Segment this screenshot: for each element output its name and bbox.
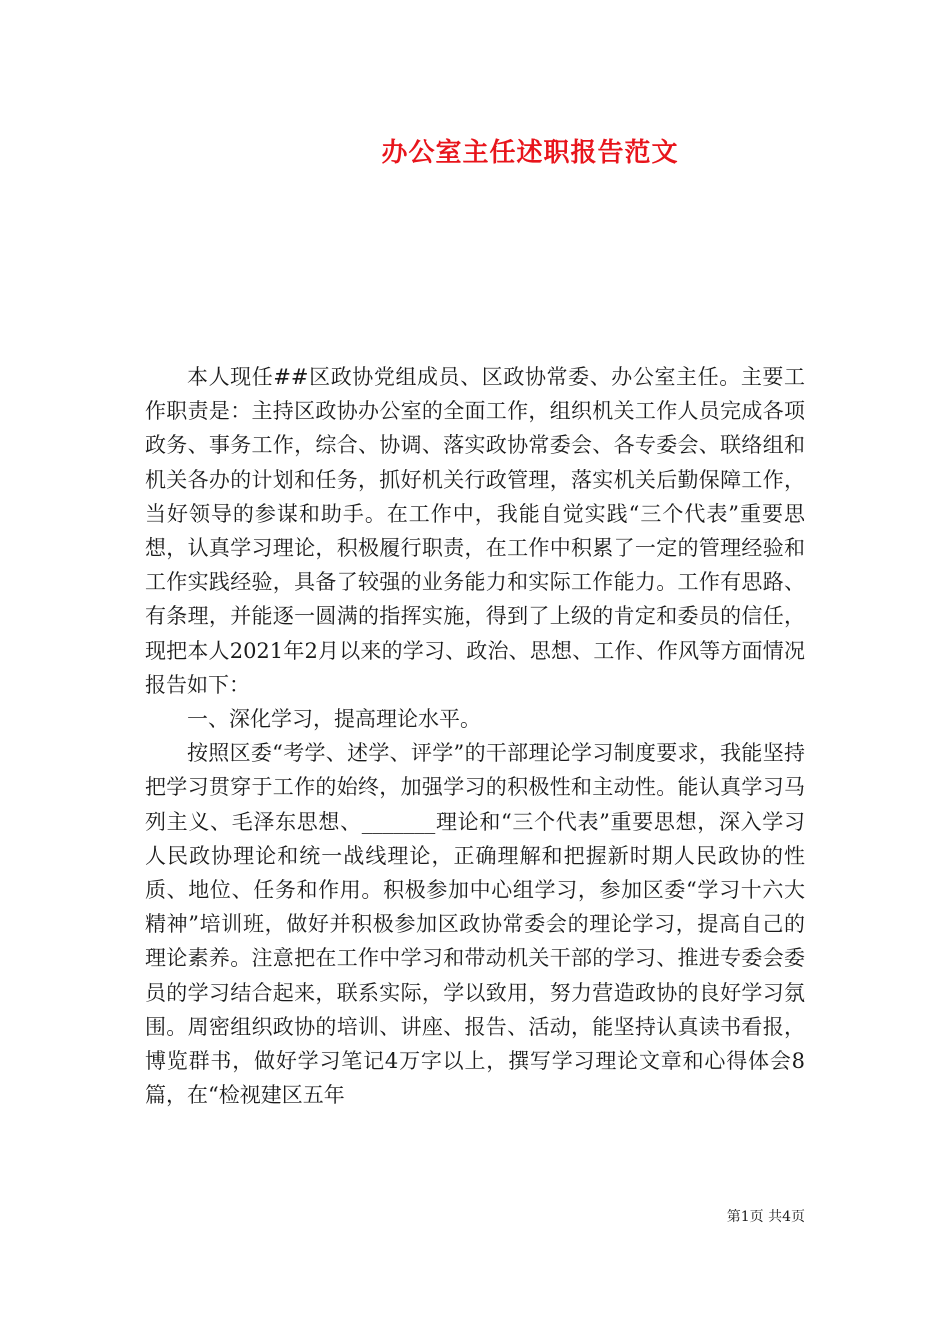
page-footer: 第1页 共4页 <box>726 1209 805 1225</box>
section-heading-1: 一、深化学习，提高理论水平。 <box>187 707 481 732</box>
paragraph-study: 按照区委“考学、述学、评学”的干部理论学习制度要求，我能坚持把学习贯穿于工作的始终，加强学习的积极性和主动性。能认真学习马列主义、毛泽东思想、_______理论和“三个代表”重要思想，深入学习人民政协理论和统一战线理论，正确理解和把握新时期人民政协的性质、地位、任务和作用。积极参加中心组学习，参加区委“学习十六大精神”培训班，做好并积极参加区政协常委会的理论学习，提高自己的理论素养。注意把在工作中学习和带动机关干部的学习、推进专委会委员的学习结合起来，联系实际，学以致用，努力营造政协的良好学习氛围。周密组织政协的培训、讲座、报告、活动，能坚持认真读书看报，博览群书，做好学习笔记4万字以上，撰写学习理论文章和心得体会8篇，在“检视建区五年 <box>145 741 805 1108</box>
document-title: 办公室主任述职报告范文 <box>381 138 679 168</box>
paragraph-intro: 本人现任##区政协党组成员、区政协常委、办公室主任。主要工作职责是：主持区政协办公室的全面工作，组织机关工作人员完成各项政务、事务工作，综合、协调、落实政协常委会、各专委会、联络组和机关各办的计划和任务，抓好机关行政管理，落实机关后勤保障工作，当好领导的参谋和助手。在工作中，我能自觉实践“三个代表”重要思想，认真学习理论，积极履行职责，在工作中积累了一定的管理经验和工作实践经验，具备了较强的业务能力和实际工作能力。工作有思路、有条理，并能逐一圆满的指挥实施，得到了上级的肯定和委员的信任，现把本人2021年2月以来的学习、政治、思想、工作、作风等方面情况报告如下： <box>145 365 805 697</box>
document-body <box>145 360 805 1112</box>
